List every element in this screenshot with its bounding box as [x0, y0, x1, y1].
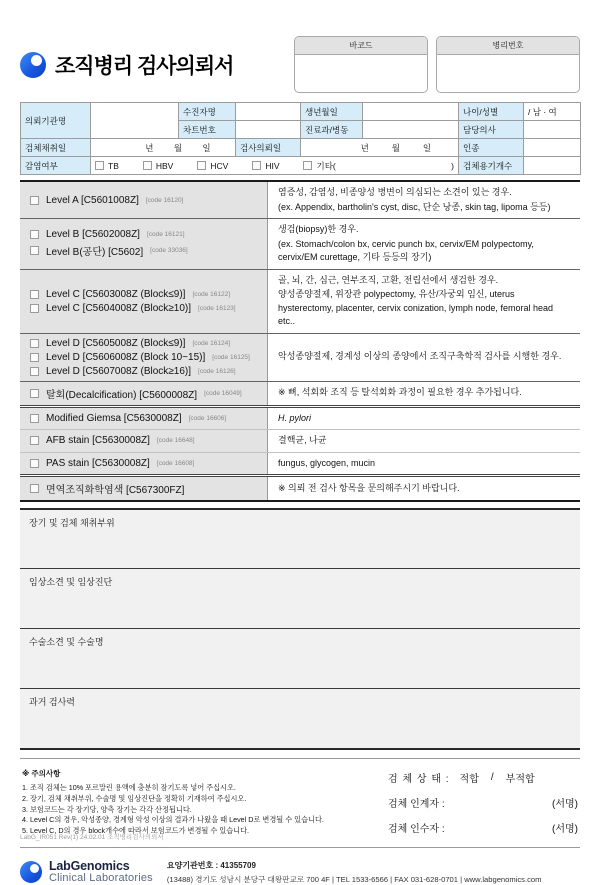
level-d-block9-label: Level D [C5605008Z (Block≤9)]: [46, 337, 186, 349]
pas-stain-code: [code 16608]: [156, 459, 195, 467]
level-a-code: [code 16120]: [145, 196, 184, 204]
year-label: 년: [145, 142, 154, 153]
container-count-field[interactable]: [524, 157, 581, 175]
pas-stain-checkbox[interactable]: [30, 459, 39, 468]
decalcification-code: [code 16049]: [204, 389, 242, 397]
specimen-state-slash: /: [490, 772, 494, 783]
pathology-number-box: [436, 36, 580, 93]
day-label: 일: [422, 142, 432, 153]
footer: [20, 860, 580, 885]
month-label: 월: [391, 142, 400, 153]
level-d-block10-15-checkbox[interactable]: [30, 353, 39, 362]
past-history-section[interactable]: [20, 688, 580, 748]
race-label: 인종: [459, 139, 524, 157]
level-b-desc: 생검(biopsy)한 경우.: [278, 224, 359, 234]
level-a-label: Level A [C5601008Z]: [46, 194, 139, 206]
test-row-afb-stain: [20, 429, 580, 452]
level-c-block10-label: Level C [C5604008Z (Block≥10)]: [46, 302, 192, 314]
test-row-level-a: [20, 182, 580, 218]
level-d-block9-checkbox[interactable]: [30, 339, 39, 348]
year-label: 년: [360, 142, 369, 153]
clinical-findings-label: 임상소견 및 임상진단: [29, 577, 113, 587]
test-row-immunohistochemistry: [20, 474, 580, 500]
immunohistochemistry-label: 면역조직화학염색 [C567300FZ]: [46, 485, 185, 496]
level-c-desc: 골, 뇌, 간, 심근, 연부조직, 고환, 전립선에서 생검한 경우.: [278, 274, 499, 285]
test-row-pas-stain: [20, 452, 580, 475]
decalcification-label: 탈회(Decalcification) [C5600008Z]: [46, 389, 198, 401]
patient-info-table: [20, 102, 581, 175]
caution-line: 4. Level C의 경우, 악성종양, 경계형 악성 이상의 결과가 나왔을 때 Level D로 변경될 수 있습니다.: [22, 815, 324, 825]
specimen-state-line: [388, 770, 578, 785]
level-c-desc-examples: 양성종양절제, 위장관 polypectomy, 유산/자궁외 임신, uterus hysterectomy, placenter, cervix conization, lymph node, femoral head etc..: [278, 289, 553, 326]
hiv-label: HIV: [265, 160, 280, 171]
level-d-block16-checkbox[interactable]: [30, 367, 39, 376]
labgenomics-logo-icon: [20, 52, 46, 78]
level-d-block16-label: Level D [C5607008Z (Block≥16)]: [46, 365, 192, 377]
test-row-level-d: [20, 333, 580, 381]
etc-close-paren: ): [451, 160, 454, 171]
handover-label: 검체 인계자 :: [388, 798, 445, 810]
level-d-block9-code: [code 16124]: [192, 339, 231, 347]
level-b-gongdan-checkbox[interactable]: [30, 246, 39, 255]
specimen-state-bad[interactable]: 부적합: [505, 774, 535, 785]
level-b-gongdan-label: Level B(공단) [C5602]: [46, 247, 144, 259]
test-row-level-c: [20, 269, 580, 333]
birthdate-label: 생년월일: [301, 103, 363, 121]
org-name-field[interactable]: [91, 103, 179, 139]
level-a-desc: 염증성, 감염성, 비종양성 병변이 의심되는 소견이 있는 경우.: [278, 187, 512, 197]
level-c-block10-code: [code 16123]: [198, 304, 236, 312]
level-d-desc: 악성종양절제, 경계성 이상의 종양에서 조직구축학적 검사를 시행한 경우.: [278, 351, 562, 362]
level-c-block9-label: Level C [C5603008Z (Block≤9)]: [46, 288, 186, 300]
level-b-label: Level B [C5602008Z]: [46, 229, 140, 241]
caution-line: 2. 장기, 검체 채취부위, 수술명 및 임상진단을 정확히 기재하여 주십시오.: [22, 793, 247, 803]
caution-line: 3. 보험코드는 각 장기당, 양측 장기는 각각 산정됩니다.: [22, 804, 192, 814]
level-b-code: [code 16121]: [146, 231, 185, 239]
hcv-label: HCV: [210, 160, 229, 171]
collection-date-label: 검체채취일: [21, 139, 91, 157]
infection-label: 감염여부: [21, 157, 91, 175]
hbv-label: HBV: [155, 160, 174, 171]
department-field[interactable]: [363, 121, 459, 139]
level-b-checkbox[interactable]: [30, 230, 39, 239]
footer-info: [167, 860, 542, 885]
level-b-desc-examples: (ex. Stomach/colon bx, cervic punch bx, cervix/EM polypectomy, cervix/EM curettage, 기타 등등의 장기): [278, 238, 534, 262]
labgenomics-logo-icon: [20, 861, 42, 883]
collection-date-field[interactable]: [91, 139, 236, 157]
chart-number-field[interactable]: [236, 121, 301, 139]
afb-stain-code: [code 16648]: [156, 437, 195, 445]
modified-giemsa-label: Modified Giemsa [C5630008Z]: [46, 412, 182, 424]
organ-site-section[interactable]: [20, 508, 580, 568]
test-selection-table: [20, 180, 580, 502]
level-c-block10-checkbox[interactable]: [30, 304, 39, 313]
decalcification-checkbox[interactable]: [30, 389, 39, 398]
surgery-findings-label: 수술소견 및 수술명: [29, 637, 104, 647]
request-date-label: 검사의뢰일: [236, 139, 301, 157]
modified-giemsa-code: [code 16606]: [188, 414, 227, 422]
past-history-label: 과거 검사력: [29, 697, 75, 707]
title-wrap: [20, 50, 233, 80]
level-d-block10-15-label: Level D [C5606008Z (Block 10~15)]: [46, 351, 206, 363]
pathology-number-label: 병리번호: [437, 37, 579, 55]
afb-stain-label: AFB stain [C5630008Z]: [46, 435, 150, 447]
header-boxes: [294, 36, 580, 93]
container-count-label: 검체용기개수: [459, 157, 524, 175]
caution-line: 5. Level C, D의 경우 block개수에 따라서 보험코드가 변경될 수 있습니다.: [22, 826, 250, 836]
page-title: 조직병리 검사의뢰서: [55, 55, 234, 78]
free-text-sections: [20, 508, 580, 750]
doctor-label: 담당의사: [459, 121, 524, 139]
department-label: 진료과/병동: [301, 121, 363, 139]
birthdate-field[interactable]: [363, 103, 459, 121]
age-sex-label: 나이/성별: [459, 103, 524, 121]
doctor-field[interactable]: [524, 121, 581, 139]
form-header: [20, 36, 580, 96]
patient-name-field[interactable]: [236, 103, 301, 121]
surgery-findings-section[interactable]: [20, 628, 580, 688]
brand-subtitle: Clinical Laboratories: [49, 872, 153, 885]
pathology-number-field[interactable]: [437, 55, 579, 92]
handover-line: [388, 795, 578, 810]
immunohistochemistry-checkbox[interactable]: [30, 484, 39, 493]
modified-giemsa-desc: H. pylori: [278, 412, 312, 423]
barcode-label: 바코드: [295, 37, 427, 55]
age-sex-field[interactable]: / 남 · 여: [524, 103, 581, 121]
chart-number-label: 차트번호: [179, 121, 236, 139]
afb-stain-desc: 결핵균, 나균: [278, 435, 327, 445]
pas-stain-desc: fungus, glycogen, mucin: [278, 457, 376, 468]
level-d-block16-code: [code 16126]: [198, 367, 236, 375]
barcode-box: [294, 36, 428, 93]
hcv-checkbox[interactable]: [197, 161, 206, 170]
afb-stain-checkbox[interactable]: [30, 436, 39, 445]
organ-site-label: 장기 및 검체 채취부위: [29, 518, 115, 528]
caution-line: 1. 조직 검체는 10% 포르말린 용액에 충분히 잠기도록 넣어 주십시오.: [22, 783, 236, 792]
hiv-checkbox[interactable]: [252, 161, 261, 170]
clinical-findings-section[interactable]: [20, 568, 580, 628]
level-c-block9-code: [code 16122]: [192, 290, 231, 298]
decalcification-desc: ※ 뼈, 석회화 조직 등 탈석회화 과정이 필요한 경우 추가됩니다.: [278, 387, 522, 398]
etc-label: 기타(: [316, 160, 336, 171]
document-code: LabG_IR051 Rev(1) 24.02.01 조직병리검사의뢰서: [20, 834, 164, 841]
cautions-title: ※ 주의사항: [22, 769, 61, 778]
level-a-checkbox[interactable]: [30, 196, 39, 205]
brand-block: [49, 860, 153, 885]
modified-giemsa-checkbox[interactable]: [30, 414, 39, 423]
month-label: 월: [173, 142, 183, 153]
specimen-state-ok[interactable]: 적합: [459, 774, 479, 785]
barcode-field[interactable]: [295, 55, 427, 92]
address-line: (13488) 경기도 성남시 분당구 대왕판교로 700 4F | TEL 1533-6566 | FAX 031-628-0701 | www.labgenomics.com: [166, 874, 542, 884]
patient-name-label: 수진자명: [179, 103, 236, 121]
cautions: [22, 768, 374, 837]
org-number: 요양기관번호 : 41355709: [166, 860, 256, 870]
day-label: 일: [202, 142, 211, 153]
hbv-checkbox[interactable]: [143, 161, 152, 170]
org-name-label: 의뢰기관명: [21, 103, 91, 139]
tb-checkbox[interactable]: [95, 161, 104, 170]
race-field[interactable]: [524, 139, 581, 157]
level-a-desc-examples: (ex. Appendix, bartholin's cyst, disc, 단순 낭종, skin tag, lipoma 등등): [278, 201, 551, 212]
request-date-field[interactable]: [301, 139, 459, 157]
pas-stain-label: PAS stain [C5630008Z]: [46, 457, 150, 469]
etc-checkbox[interactable]: [303, 161, 312, 170]
immunohistochemistry-desc: ※ 의뢰 전 검사 항목을 문의해주시기 바랍니다.: [278, 482, 460, 493]
test-row-level-b: [20, 218, 580, 269]
level-c-block9-checkbox[interactable]: [30, 290, 39, 299]
receiver-line: [388, 820, 578, 835]
specimen-state-label: 검 체 상 태 :: [388, 774, 450, 785]
infection-options: [91, 157, 459, 175]
specimen-status: [374, 768, 578, 837]
handover-sign-label: (서명): [552, 798, 578, 810]
receiver-label: 검체 인수자 :: [388, 823, 445, 835]
tb-label: TB: [108, 160, 119, 171]
brand-name: LabGenomics: [49, 859, 130, 874]
receiver-sign-label: (서명): [552, 823, 578, 835]
test-row-decalcification: [20, 381, 580, 405]
level-b-gongdan-code: [code 33036]: [150, 247, 188, 255]
test-row-modified-giemsa: [20, 405, 580, 430]
level-d-block10-15-code: [code 16125]: [212, 353, 250, 361]
